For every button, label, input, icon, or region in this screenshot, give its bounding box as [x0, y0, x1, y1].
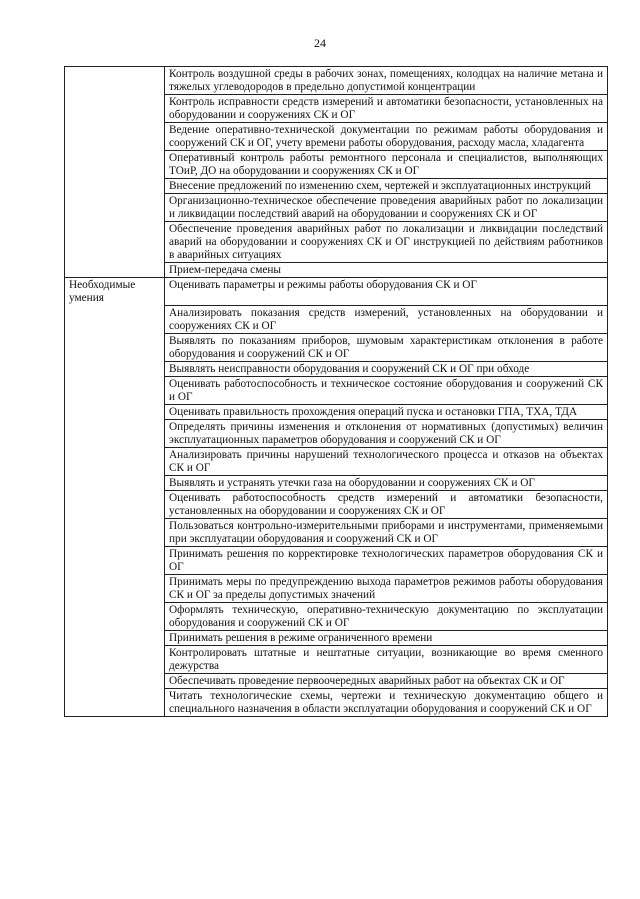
page-number: 24	[314, 36, 326, 50]
table-row	[65, 673, 608, 688]
skills-section-item: Оценивать работоспособность и техническое состояние оборудования и сооружений СК и ОГ	[165, 376, 608, 404]
previous-section-label-cell	[65, 95, 165, 123]
skills-section-label-cell	[65, 376, 165, 404]
table-row	[65, 475, 608, 490]
skills-section-label-cell	[65, 490, 165, 518]
table-row	[65, 447, 608, 475]
previous-section-item: Ведение оперативно-технической документации по режимам работы оборудования и сооружений СК и ОГ, учету времени работы оборудования, расходу масла, хладагента	[165, 123, 608, 151]
previous-section-item: Контроль воздушной среды в рабочих зонах, помещениях, колодцах на наличие метана и тяжелых углеводородов в предельно допустимой концентрации	[165, 67, 608, 95]
table-row	[65, 305, 608, 333]
table-row	[65, 194, 608, 222]
table-row	[65, 67, 608, 95]
skills-section-label-cell	[65, 305, 165, 333]
skills-section-item: Пользоваться контрольно-измерительными приборами и инструментами, применяемыми при эксплуатации оборудования и сооружений СК и ОГ	[165, 518, 608, 546]
skills-section-item: Оформлять техническую, оперативно-техническую документацию по эксплуатации оборудования и сооружений СК и ОГ	[165, 602, 608, 630]
skills-section-item: Контролировать штатные и нештатные ситуации, возникающие во время сменного дежурства	[165, 645, 608, 673]
table-row	[65, 404, 608, 419]
skills-section-label-cell	[65, 602, 165, 630]
skills-section-item: Анализировать показания средств измерений, установленных на оборудовании и сооружениях СК и ОГ	[165, 305, 608, 333]
skills-section-item: Оценивать правильность прохождения операций пуска и остановки ГПА, ТХА, ТДА	[165, 404, 608, 419]
skills-section-item: Обеспечивать проведение первоочередных аварийных работ на объектах СК и ОГ	[165, 673, 608, 688]
previous-section-item: Обеспечение проведения аварийных работ по локализации и ликвидации последствий аварий на оборудовании и сооружениях СК и ОГ инструкцией по действиям работников в аварийных ситуациях	[165, 222, 608, 263]
skills-section-label-cell	[65, 645, 165, 673]
skills-section-label-cell	[65, 419, 165, 447]
table-row	[65, 361, 608, 376]
table-row	[65, 333, 608, 361]
table-row	[65, 263, 608, 278]
previous-section-item: Внесение предложений по изменению схем, чертежей и эксплуатационных инструкций	[165, 179, 608, 194]
skills-section-label-cell	[65, 546, 165, 574]
table-row	[65, 645, 608, 673]
functions-table	[64, 66, 608, 717]
table-row	[65, 518, 608, 546]
skills-section-item: Принимать решения по корректировке технологических параметров оборудования СК и ОГ	[165, 546, 608, 574]
previous-section-label-cell	[65, 222, 165, 263]
previous-section-label-cell	[65, 263, 165, 278]
skills-section-item: Выявлять и устранять утечки газа на оборудовании и сооружениях СК и ОГ	[165, 475, 608, 490]
previous-section-item: Прием-передача смены	[165, 263, 608, 278]
skills-section-label-cell	[65, 447, 165, 475]
previous-section-item: Организационно-техническое обеспечение проведения аварийных работ по локализации и ликвидации последствий аварий на оборудовании и сооружениях СК и ОГ	[165, 194, 608, 222]
skills-section-label-cell: Необходимые умения	[65, 278, 165, 306]
table-row	[65, 95, 608, 123]
table-row	[65, 688, 608, 716]
skills-section-label-cell	[65, 333, 165, 361]
skills-section-item: Определять причины изменения и отклонения от нормативных (допустимых) величин эксплуатационных параметров оборудования и сооружений СК и ОГ	[165, 419, 608, 447]
table-row	[65, 546, 608, 574]
skills-section-label-cell	[65, 475, 165, 490]
skills-section-label-cell	[65, 673, 165, 688]
skills-section-item: Выявлять по показаниям приборов, шумовым характеристикам отклонения в работе оборудования и сооружений СК и ОГ	[165, 333, 608, 361]
previous-section-label-cell	[65, 123, 165, 151]
skills-section-item: Принимать меры по предупреждению выхода параметров режимов работы оборудования СК и ОГ за пределы допустимых значений	[165, 574, 608, 602]
skills-section-label-cell	[65, 404, 165, 419]
table-row	[65, 151, 608, 179]
skills-section-label-cell	[65, 518, 165, 546]
table-row	[65, 123, 608, 151]
previous-section-label-cell	[65, 151, 165, 179]
skills-section-item: Оценивать параметры и режимы работы оборудования СК и ОГ	[165, 278, 608, 306]
previous-section-label-cell	[65, 179, 165, 194]
table-row	[65, 222, 608, 263]
previous-section-item: Оперативный контроль работы ремонтного персонала и специалистов, выполняющих ТОиР, ДО на оборудовании и сооружениях СК и ОГ	[165, 151, 608, 179]
skills-section-label-cell	[65, 688, 165, 716]
previous-section-label-cell	[65, 194, 165, 222]
table-row	[65, 179, 608, 194]
table-row	[65, 630, 608, 645]
skills-section-item: Читать технологические схемы, чертежи и техническую документацию общего и специального назначения в области эксплуатации оборудования и сооружений СК и ОГ	[165, 688, 608, 716]
previous-section-label-cell	[65, 67, 165, 95]
table-body	[65, 67, 608, 717]
table-row	[65, 278, 608, 306]
skills-section-item: Анализировать причины нарушений технологического процесса и отказов на объектах СК и ОГ	[165, 447, 608, 475]
skills-section-item: Выявлять неисправности оборудования и сооружений СК и ОГ при обходе	[165, 361, 608, 376]
previous-section-item: Контроль исправности средств измерений и автоматики безопасности, установленных на оборудовании и сооружениях СК и ОГ	[165, 95, 608, 123]
table-row	[65, 574, 608, 602]
table-row	[65, 376, 608, 404]
skills-section-label-cell	[65, 574, 165, 602]
skills-section-label-cell	[65, 630, 165, 645]
table-row	[65, 490, 608, 518]
skills-section-label-cell	[65, 361, 165, 376]
skills-section-item: Оценивать работоспособность средств измерений и автоматики безопасности, установленных на оборудовании и сооружениях СК и ОГ	[165, 490, 608, 518]
table-row	[65, 419, 608, 447]
table-row	[65, 602, 608, 630]
skills-section-item: Принимать решения в режиме ограниченного времени	[165, 630, 608, 645]
